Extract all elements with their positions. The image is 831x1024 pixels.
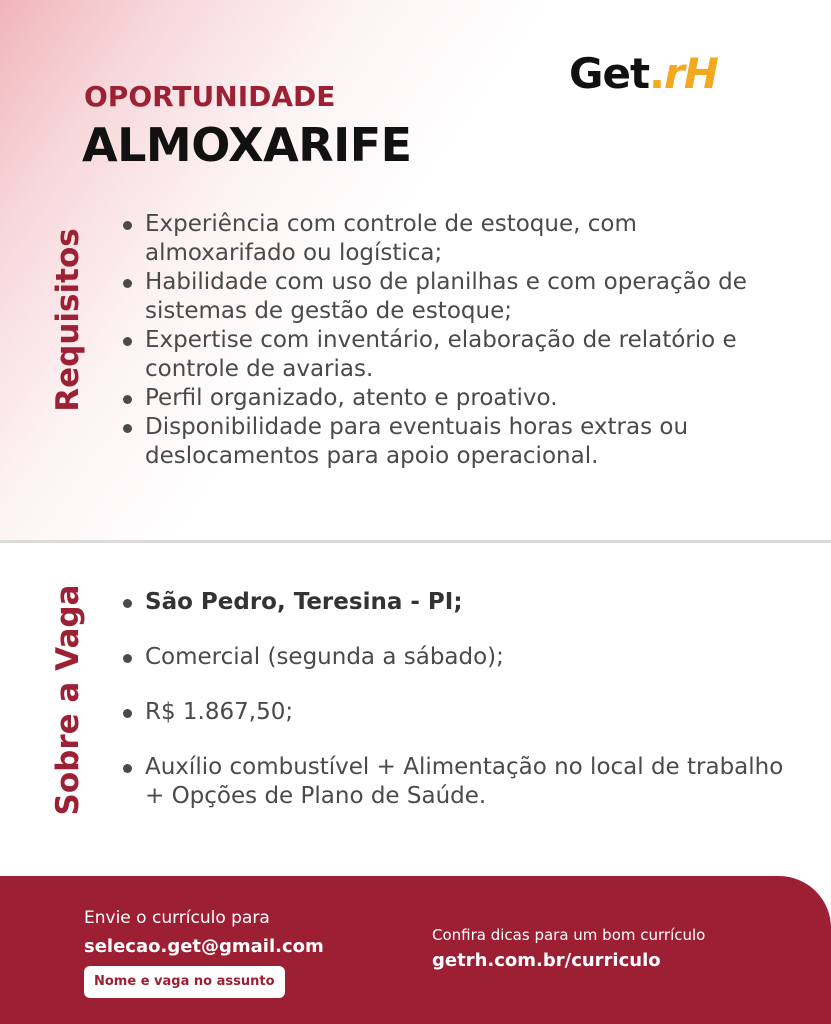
section-divider: [0, 540, 831, 543]
sobre-vaga-section-label: Sobre a Vaga: [50, 584, 86, 816]
salary-item: R$ 1.867,50;: [120, 698, 800, 727]
list-item: Disponibilidade para eventuais horas extras ou deslocamentos para apoio operacional.: [120, 413, 780, 471]
resume-tips-link[interactable]: getrh.com.br/curriculo: [432, 950, 661, 971]
list-item: Expertise com inventário, elaboração de relatório e controle de avarias.: [120, 326, 780, 384]
list-item: Experiência com controle de estoque, com almoxarifado ou logística;: [120, 210, 780, 268]
list-item: Habilidade com uso de planilhas e com operação de sistemas de gestão de estoque;: [120, 268, 780, 326]
requisitos-section-label: Requisitos: [50, 228, 86, 412]
resume-tips-label: Confira dicas para um bom currículo: [432, 926, 706, 944]
job-title: ALMOXARIFE: [82, 118, 412, 172]
schedule-item: Comercial (segunda a sábado);: [120, 643, 800, 672]
footer-banner: [0, 876, 831, 1024]
send-resume-label: Envie o currículo para: [84, 908, 270, 928]
opportunity-eyebrow: OPORTUNIDADE: [84, 80, 336, 113]
vaga-list: [120, 588, 800, 837]
requisitos-list: [120, 210, 780, 471]
list-item: Perfil organizado, atento e proativo.: [120, 384, 780, 413]
subject-hint-badge: Nome e vaga no assunto: [84, 966, 285, 998]
location-item: São Pedro, Teresina - PI;: [120, 588, 800, 617]
benefits-item: Auxílio combustível + Alimentação no local de trabalho + Opções de Plano de Saúde.: [120, 753, 800, 811]
getrh-logo: Get.rH: [569, 49, 718, 98]
contact-email-link[interactable]: selecao.get@gmail.com: [84, 936, 324, 957]
